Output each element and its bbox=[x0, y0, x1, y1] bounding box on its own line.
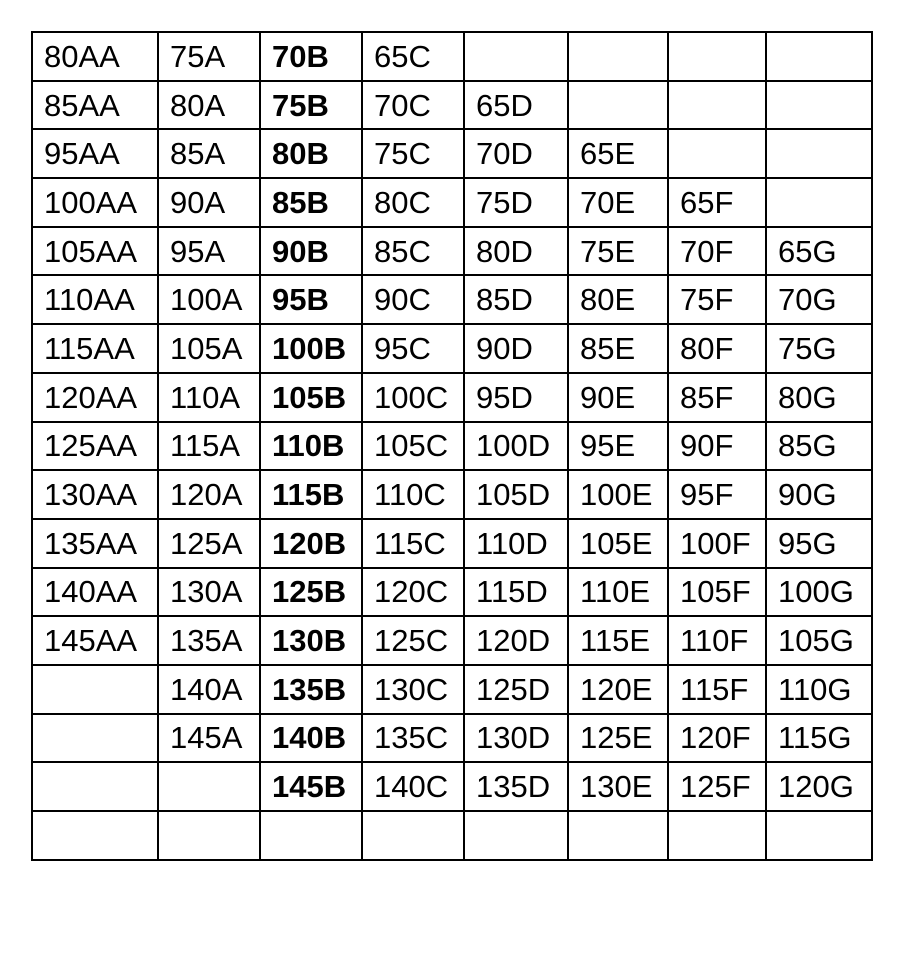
table-cell: 85B bbox=[260, 178, 362, 227]
table-cell: 100A bbox=[158, 275, 260, 324]
table-cell: 70D bbox=[464, 129, 568, 178]
table-cell: 110G bbox=[766, 665, 872, 714]
table-cell: 85A bbox=[158, 129, 260, 178]
table-cell: 70E bbox=[568, 178, 668, 227]
table-cell bbox=[568, 32, 668, 81]
table-row bbox=[32, 81, 872, 130]
table-cell: 80E bbox=[568, 275, 668, 324]
table-cell bbox=[668, 32, 766, 81]
table-cell: 75A bbox=[158, 32, 260, 81]
table-cell: 80A bbox=[158, 81, 260, 130]
table-cell: 130E bbox=[568, 762, 668, 811]
table-cell bbox=[158, 762, 260, 811]
table-cell: 120G bbox=[766, 762, 872, 811]
table-row bbox=[32, 470, 872, 519]
table-cell: 130D bbox=[464, 714, 568, 763]
table-cell: 100D bbox=[464, 422, 568, 471]
table-cell: 135B bbox=[260, 665, 362, 714]
table-cell bbox=[32, 665, 158, 714]
table-cell: 105AA bbox=[32, 227, 158, 276]
table-cell: 100C bbox=[362, 373, 464, 422]
table-cell: 145B bbox=[260, 762, 362, 811]
table-cell: 115E bbox=[568, 616, 668, 665]
table-cell: 85C bbox=[362, 227, 464, 276]
table-cell: 105E bbox=[568, 519, 668, 568]
table-cell: 75B bbox=[260, 81, 362, 130]
table-cell: 120C bbox=[362, 568, 464, 617]
table-cell: 85E bbox=[568, 324, 668, 373]
table-cell: 120AA bbox=[32, 373, 158, 422]
table-cell: 95G bbox=[766, 519, 872, 568]
table-row bbox=[32, 275, 872, 324]
table-cell: 110E bbox=[568, 568, 668, 617]
table-row bbox=[32, 665, 872, 714]
table-cell: 65F bbox=[668, 178, 766, 227]
table-cell: 70C bbox=[362, 81, 464, 130]
table-cell: 80AA bbox=[32, 32, 158, 81]
size-conversion-table bbox=[31, 31, 873, 861]
table-cell: 65G bbox=[766, 227, 872, 276]
table-cell: 125B bbox=[260, 568, 362, 617]
table-cell: 95B bbox=[260, 275, 362, 324]
table-cell: 75G bbox=[766, 324, 872, 373]
table-cell: 70G bbox=[766, 275, 872, 324]
table-cell: 110B bbox=[260, 422, 362, 471]
table-cell: 70F bbox=[668, 227, 766, 276]
table-cell: 85AA bbox=[32, 81, 158, 130]
table-row bbox=[32, 373, 872, 422]
table-cell: 70B bbox=[260, 32, 362, 81]
table-cell: 90F bbox=[668, 422, 766, 471]
table-cell: 90C bbox=[362, 275, 464, 324]
table-cell bbox=[464, 32, 568, 81]
table-row bbox=[32, 324, 872, 373]
table-cell bbox=[766, 811, 872, 860]
table-cell: 135AA bbox=[32, 519, 158, 568]
table-row bbox=[32, 519, 872, 568]
table-cell: 100G bbox=[766, 568, 872, 617]
table-row bbox=[32, 616, 872, 665]
table-cell: 135A bbox=[158, 616, 260, 665]
table-cell bbox=[32, 714, 158, 763]
table-cell bbox=[568, 811, 668, 860]
table-cell bbox=[766, 81, 872, 130]
table-cell: 95AA bbox=[32, 129, 158, 178]
table-cell: 95E bbox=[568, 422, 668, 471]
table-cell: 95F bbox=[668, 470, 766, 519]
table-cell: 85G bbox=[766, 422, 872, 471]
table-cell: 105A bbox=[158, 324, 260, 373]
table-cell bbox=[362, 811, 464, 860]
table-cell: 145AA bbox=[32, 616, 158, 665]
table-body bbox=[32, 32, 872, 860]
table-row bbox=[32, 422, 872, 471]
table-cell bbox=[668, 81, 766, 130]
table-cell: 120A bbox=[158, 470, 260, 519]
table-cell: 140A bbox=[158, 665, 260, 714]
table-cell: 140C bbox=[362, 762, 464, 811]
table-row bbox=[32, 714, 872, 763]
table-cell: 115A bbox=[158, 422, 260, 471]
table-cell: 120D bbox=[464, 616, 568, 665]
table-row bbox=[32, 32, 872, 81]
table-cell: 65D bbox=[464, 81, 568, 130]
table-cell: 85F bbox=[668, 373, 766, 422]
table-cell: 90B bbox=[260, 227, 362, 276]
table-cell bbox=[464, 811, 568, 860]
table-cell: 145A bbox=[158, 714, 260, 763]
table-cell: 105D bbox=[464, 470, 568, 519]
table-cell: 140B bbox=[260, 714, 362, 763]
table-cell: 80F bbox=[668, 324, 766, 373]
table-cell bbox=[32, 811, 158, 860]
table-cell: 115D bbox=[464, 568, 568, 617]
table-cell: 75D bbox=[464, 178, 568, 227]
table-cell: 80G bbox=[766, 373, 872, 422]
table-cell: 80D bbox=[464, 227, 568, 276]
table-cell: 105G bbox=[766, 616, 872, 665]
table-cell: 90D bbox=[464, 324, 568, 373]
table-cell: 105C bbox=[362, 422, 464, 471]
table-cell: 140AA bbox=[32, 568, 158, 617]
table-cell: 65E bbox=[568, 129, 668, 178]
table-row bbox=[32, 178, 872, 227]
table-row bbox=[32, 762, 872, 811]
table-cell: 110F bbox=[668, 616, 766, 665]
table-cell: 115G bbox=[766, 714, 872, 763]
table-cell: 80C bbox=[362, 178, 464, 227]
table-cell bbox=[668, 811, 766, 860]
table-cell: 65C bbox=[362, 32, 464, 81]
table-cell bbox=[668, 129, 766, 178]
table-cell: 100F bbox=[668, 519, 766, 568]
table-cell: 125A bbox=[158, 519, 260, 568]
table-row bbox=[32, 811, 872, 860]
table-cell: 105B bbox=[260, 373, 362, 422]
table-cell: 90G bbox=[766, 470, 872, 519]
table-cell: 95C bbox=[362, 324, 464, 373]
table-cell: 125AA bbox=[32, 422, 158, 471]
table-cell: 75C bbox=[362, 129, 464, 178]
table-cell bbox=[766, 178, 872, 227]
table-cell: 130AA bbox=[32, 470, 158, 519]
table-cell: 100AA bbox=[32, 178, 158, 227]
table-cell: 95D bbox=[464, 373, 568, 422]
table-cell: 95A bbox=[158, 227, 260, 276]
table-cell: 120B bbox=[260, 519, 362, 568]
table-cell: 125D bbox=[464, 665, 568, 714]
table-cell: 100B bbox=[260, 324, 362, 373]
table-cell: 120E bbox=[568, 665, 668, 714]
table-cell: 110C bbox=[362, 470, 464, 519]
table-cell: 110AA bbox=[32, 275, 158, 324]
table-cell: 75F bbox=[668, 275, 766, 324]
table-cell: 110D bbox=[464, 519, 568, 568]
table-cell: 135C bbox=[362, 714, 464, 763]
table-row bbox=[32, 568, 872, 617]
table-cell bbox=[766, 129, 872, 178]
table-cell bbox=[766, 32, 872, 81]
table-cell: 130A bbox=[158, 568, 260, 617]
table-cell: 80B bbox=[260, 129, 362, 178]
table-cell: 120F bbox=[668, 714, 766, 763]
table-cell: 110A bbox=[158, 373, 260, 422]
table-row bbox=[32, 227, 872, 276]
table-cell: 125F bbox=[668, 762, 766, 811]
table-cell: 135D bbox=[464, 762, 568, 811]
table-cell: 90A bbox=[158, 178, 260, 227]
table-cell: 90E bbox=[568, 373, 668, 422]
table-cell: 125E bbox=[568, 714, 668, 763]
table-cell: 105F bbox=[668, 568, 766, 617]
table-row bbox=[32, 129, 872, 178]
table-cell: 115F bbox=[668, 665, 766, 714]
table-cell: 75E bbox=[568, 227, 668, 276]
table-cell bbox=[158, 811, 260, 860]
table-cell: 125C bbox=[362, 616, 464, 665]
table-cell: 115AA bbox=[32, 324, 158, 373]
table-cell: 130B bbox=[260, 616, 362, 665]
table-cell: 100E bbox=[568, 470, 668, 519]
table-cell bbox=[260, 811, 362, 860]
table-cell: 130C bbox=[362, 665, 464, 714]
table-cell: 115C bbox=[362, 519, 464, 568]
table-cell: 115B bbox=[260, 470, 362, 519]
table-cell: 85D bbox=[464, 275, 568, 324]
table-cell bbox=[568, 81, 668, 130]
table-cell bbox=[32, 762, 158, 811]
